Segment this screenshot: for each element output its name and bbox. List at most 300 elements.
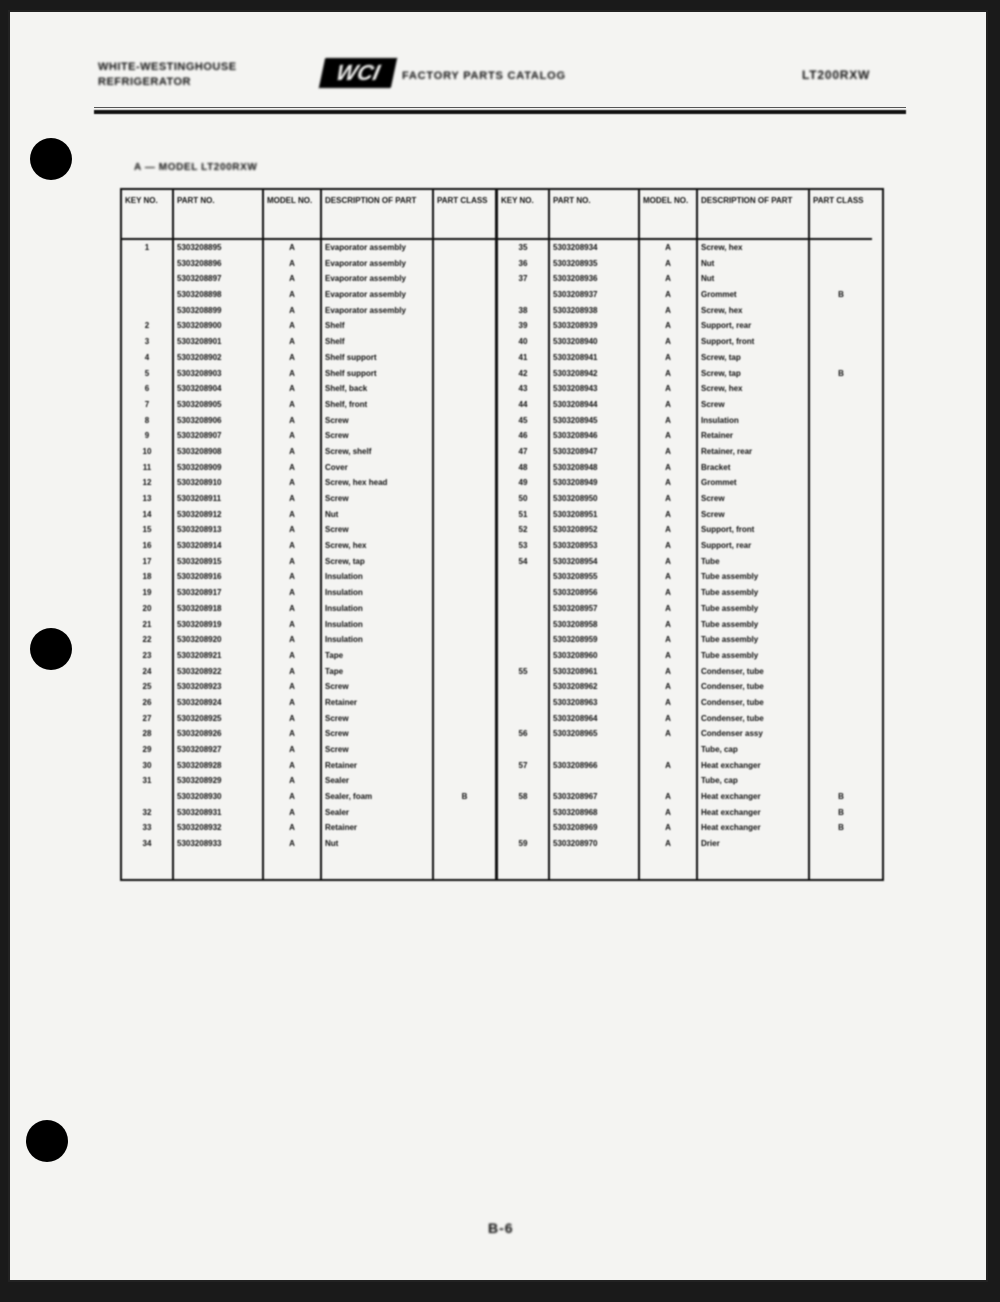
table-cell: 5303208934 [553, 243, 598, 252]
table-cell: Tape [325, 666, 344, 676]
table-cell [498, 648, 548, 664]
table-cell: 33 [142, 823, 152, 833]
table-cell: 5303208897 [177, 274, 222, 284]
table-cell: 5303208924 [177, 697, 222, 707]
table-cell: A [289, 776, 295, 786]
column-header: PART NO. [174, 190, 262, 240]
table-cell: 5303208926 [177, 729, 222, 739]
table-cell: 5303208957 [553, 603, 598, 613]
table-cell: 5303208935 [553, 258, 598, 268]
table-cell [810, 758, 872, 774]
table-cell: A [289, 258, 295, 268]
table-cell: 5303208956 [553, 588, 598, 598]
table-cell [810, 350, 872, 366]
table-cell: Support, front [701, 525, 755, 535]
table-cell [434, 397, 495, 413]
catalog-page [8, 10, 988, 1282]
table-cell: A [289, 352, 295, 362]
table-cell: A [289, 494, 295, 503]
table-cell: 5303208948 [553, 462, 598, 472]
table-cell [498, 773, 548, 789]
table-cell: 5303208901 [177, 337, 222, 347]
table-cell: 5303208950 [553, 494, 598, 503]
table-cell [810, 256, 872, 272]
table-cell: 5303208921 [177, 650, 222, 660]
table-cell [810, 711, 872, 727]
table-cell [498, 569, 548, 585]
punch-hole-bottom [26, 1120, 68, 1162]
table-cell: 5303208922 [177, 666, 222, 676]
left-key-no-column [122, 190, 174, 879]
table-cell: Nut [325, 509, 339, 519]
table-cell: 5303208953 [553, 541, 598, 551]
table-cell: Tube assembly [701, 588, 759, 598]
table-cell: 48 [518, 462, 528, 472]
table-cell: Support, rear [701, 321, 752, 331]
table-cell: A [289, 431, 295, 441]
table-cell: Retainer, rear [701, 446, 753, 456]
table-cell: A [289, 760, 295, 770]
table-cell: 5303208959 [553, 635, 598, 645]
table-cell: 5303208955 [553, 572, 598, 582]
table-cell [498, 695, 548, 711]
table-cell [434, 350, 495, 366]
table-cell: 5303208908 [177, 446, 222, 456]
table-cell: Screw, hex [701, 384, 743, 394]
table-cell: Tube assembly [701, 650, 759, 660]
table-cell: 7 [144, 399, 150, 409]
table-cell [810, 554, 872, 570]
punch-hole-top [30, 138, 72, 180]
table-cell [810, 397, 872, 413]
table-cell: 5303208941 [553, 352, 598, 362]
table-cell: 5303208923 [177, 682, 222, 692]
table-cell: 5303208895 [177, 243, 222, 252]
table-cell [434, 538, 495, 554]
table-cell [810, 303, 872, 319]
table-cell [498, 711, 548, 727]
table-cell: A [289, 384, 295, 394]
table-cell: 5303208968 [553, 807, 598, 817]
table-cell: 54 [518, 556, 528, 566]
table-cell: 2 [144, 321, 150, 331]
table-cell: Screw, shelf [325, 446, 372, 456]
table-cell [498, 820, 548, 836]
table-cell [434, 318, 495, 334]
table-cell: A [665, 525, 671, 535]
left-model-no-column [264, 190, 322, 879]
table-cell: Screw [325, 713, 349, 723]
table-cell [434, 381, 495, 397]
table-cell: 5303208962 [553, 682, 598, 692]
table-cell: 56 [518, 729, 528, 739]
table-cell: 45 [518, 415, 528, 425]
table-cell [810, 585, 872, 601]
table-cell: 8 [144, 415, 150, 425]
table-cell: 5303208970 [553, 839, 598, 849]
table-cell: 5303208966 [553, 760, 598, 770]
table-cell: Shelf support [325, 352, 377, 362]
table-cell [434, 569, 495, 585]
table-cell: A [665, 760, 671, 770]
table-cell [434, 742, 495, 758]
table-cell [810, 632, 872, 648]
table-cell: 10 [142, 446, 152, 456]
table-cell: Condenser, tube [701, 666, 764, 676]
page-number: B-6 [488, 1220, 514, 1236]
table-cell: Screw [325, 415, 349, 425]
table-cell: 5303208951 [553, 509, 598, 519]
table-cell [810, 617, 872, 633]
table-cell: 5303208939 [553, 321, 598, 331]
table-cell [434, 366, 495, 382]
table-cell [434, 632, 495, 648]
table-cell: A [289, 446, 295, 456]
table-cell: A [289, 619, 295, 629]
table-cell: Sealer [325, 807, 350, 817]
table-cell: 5303208933 [177, 839, 222, 849]
wci-logo: WCI [319, 58, 397, 88]
table-cell [810, 695, 872, 711]
table-cell [640, 773, 696, 789]
table-cell: Screw [325, 494, 349, 503]
table-cell [810, 240, 872, 256]
table-cell [434, 836, 495, 852]
table-cell: 5303208899 [177, 305, 222, 315]
table-cell: 47 [518, 446, 528, 456]
table-cell: Heat exchanger [701, 823, 761, 833]
table-cell [434, 240, 495, 256]
table-cell: Heat exchanger [701, 760, 761, 770]
table-cell: B [838, 792, 844, 802]
table-cell: Tube assembly [701, 603, 759, 613]
table-cell: 5303208925 [177, 713, 222, 723]
table-cell: 49 [518, 478, 528, 488]
table-cell [810, 413, 872, 429]
table-cell: Grommet [701, 478, 737, 488]
table-cell: 53 [518, 541, 528, 551]
table-cell: A [665, 619, 671, 629]
table-cell: 5303208920 [177, 635, 222, 645]
table-cell: Screw [701, 509, 725, 519]
table-cell: 5303208918 [177, 603, 222, 613]
table-cell: Tube assembly [701, 572, 759, 582]
table-cell: Shelf, front [325, 399, 368, 409]
table-cell: Sealer, foam [325, 792, 373, 802]
table-cell: 5303208967 [553, 792, 598, 802]
table-cell: Tube, cap [701, 776, 738, 786]
table-cell: A [289, 462, 295, 472]
table-cell [434, 711, 495, 727]
table-cell [434, 585, 495, 601]
punch-hole-middle [30, 628, 72, 670]
table-cell: Screw [325, 682, 349, 692]
table-cell [810, 601, 872, 617]
table-cell: 9 [144, 431, 150, 441]
left-part-class-column [434, 190, 498, 879]
table-cell: A [665, 305, 671, 315]
table-cell: 5303208949 [553, 478, 598, 488]
table-cell: Shelf, back [325, 384, 368, 394]
table-cell: 5303208936 [553, 274, 598, 284]
table-cell [122, 287, 172, 303]
table-cell: A [665, 384, 671, 394]
brand-line-1: WHITE-WESTINGHOUSE [98, 61, 237, 73]
table-cell: 3 [144, 337, 150, 347]
table-cell: A [665, 290, 671, 300]
table-cell: 13 [142, 494, 152, 503]
table-cell [434, 428, 495, 444]
table-cell: 5303208907 [177, 431, 222, 441]
table-cell: A [665, 823, 671, 833]
table-cell: A [289, 274, 295, 284]
table-cell: 4 [144, 352, 150, 362]
table-cell [122, 271, 172, 287]
table-cell: 59 [518, 839, 528, 849]
table-cell: Retainer [325, 823, 358, 833]
table-cell: 15 [142, 525, 152, 535]
table-cell [434, 444, 495, 460]
table-cell: Drier [701, 839, 720, 849]
table-cell: 14 [142, 509, 152, 519]
table-cell: Evaporator assembly [325, 274, 406, 284]
table-cell: 5303208900 [177, 321, 222, 331]
table-cell: 5303208947 [553, 446, 598, 456]
table-cell: 5303208943 [553, 384, 598, 394]
table-cell: 35 [518, 243, 528, 252]
table-cell [434, 601, 495, 617]
table-cell: 12 [142, 478, 152, 488]
table-cell: A [665, 697, 671, 707]
table-cell: 5303208938 [553, 305, 598, 315]
table-cell: A [289, 368, 295, 378]
table-cell: A [665, 509, 671, 519]
table-cell [434, 256, 495, 272]
brand-line-2: REFRIGERATOR [98, 76, 191, 88]
table-cell: Support, front [701, 337, 755, 347]
table-cell: Condenser, tube [701, 713, 764, 723]
table-cell: 5303208954 [553, 556, 598, 566]
table-cell: A [665, 494, 671, 503]
table-cell: A [289, 635, 295, 645]
table-cell: Insulation [701, 415, 739, 425]
table-cell: 39 [518, 321, 528, 331]
table-cell: Screw, tap [701, 368, 741, 378]
table-cell: 5303208898 [177, 290, 222, 300]
table-cell: A [665, 478, 671, 488]
table-cell: A [289, 697, 295, 707]
table-cell [810, 679, 872, 695]
table-cell: 17 [142, 556, 152, 566]
table-cell: 16 [142, 541, 152, 551]
table-cell [550, 773, 638, 789]
column-header: PART CLASS [810, 190, 872, 240]
table-cell: Shelf [325, 337, 345, 347]
table-cell: 23 [142, 650, 152, 660]
table-cell: 5303208914 [177, 541, 222, 551]
table-cell: Evaporator assembly [325, 290, 406, 300]
table-cell: 5303208946 [553, 431, 598, 441]
table-cell [810, 664, 872, 680]
table-cell: A [289, 321, 295, 331]
table-cell [434, 507, 495, 523]
table-cell [434, 664, 495, 680]
table-cell: 5303208940 [553, 337, 598, 347]
table-cell: A [289, 415, 295, 425]
table-cell: A [665, 399, 671, 409]
table-cell: A [289, 792, 295, 802]
table-cell: 5303208912 [177, 509, 222, 519]
column-header: PART CLASS [434, 190, 495, 240]
header-rule-thin [94, 107, 906, 108]
table-cell: Tube [701, 556, 720, 566]
table-cell: Screw, hex [325, 541, 367, 551]
table-cell: Insulation [325, 588, 363, 598]
table-cell: A [665, 635, 671, 645]
table-cell: B [838, 807, 844, 817]
table-cell [434, 287, 495, 303]
table-cell [434, 271, 495, 287]
table-cell [550, 742, 638, 758]
catalog-title: FACTORY PARTS CATALOG [402, 70, 566, 82]
table-cell [810, 538, 872, 554]
table-cell: Screw, tap [325, 556, 365, 566]
table-cell [434, 303, 495, 319]
table-cell [810, 773, 872, 789]
table-cell: Screw [325, 745, 349, 754]
table-cell: Screw, hex [701, 243, 743, 252]
table-cell: A [665, 274, 671, 284]
table-cell: A [289, 478, 295, 488]
table-cell: Heat exchanger [701, 792, 761, 802]
table-cell: 21 [142, 619, 152, 629]
table-cell: 19 [142, 588, 152, 598]
table-cell: A [665, 603, 671, 613]
table-cell: 5303208952 [553, 525, 598, 535]
table-cell: 37 [518, 274, 528, 284]
table-cell: 52 [518, 525, 528, 535]
table-cell [810, 444, 872, 460]
table-cell: Screw [325, 729, 349, 739]
table-cell: 31 [142, 776, 152, 786]
table-cell: Nut [325, 839, 339, 849]
table-cell: 55 [518, 666, 528, 676]
brand-block [98, 60, 237, 90]
table-cell: B [838, 368, 844, 378]
table-cell: 34 [142, 839, 152, 849]
table-cell [434, 617, 495, 633]
table-cell: Nut [701, 258, 715, 268]
table-cell: A [289, 666, 295, 676]
table-cell: 26 [142, 697, 152, 707]
table-cell: A [289, 745, 295, 754]
table-cell [122, 303, 172, 319]
table-cell: A [289, 588, 295, 598]
table-cell [434, 648, 495, 664]
table-cell [498, 601, 548, 617]
table-cell: 32 [142, 807, 152, 817]
table-cell: A [665, 337, 671, 347]
table-cell: B [838, 290, 844, 300]
table-cell: A [665, 462, 671, 472]
model-number: LT200RXW [802, 68, 871, 82]
table-cell: Condenser, tube [701, 682, 764, 692]
table-cell: 24 [142, 666, 152, 676]
table-cell: Cover [325, 462, 348, 472]
table-cell: A [665, 431, 671, 441]
table-cell: Screw, hex [701, 305, 743, 315]
table-cell: A [289, 839, 295, 849]
table-cell: A [665, 368, 671, 378]
table-cell: Evaporator assembly [325, 258, 406, 268]
right-part-no-column [550, 190, 640, 879]
right-model-no-column [640, 190, 698, 879]
table-cell: Screw, hex head [325, 478, 388, 488]
table-cell [434, 726, 495, 742]
table-cell [810, 507, 872, 523]
table-cell: A [289, 682, 295, 692]
table-cell: Heat exchanger [701, 807, 761, 817]
table-cell: A [289, 603, 295, 613]
table-cell: Grommet [701, 290, 737, 300]
table-cell: 5303208896 [177, 258, 222, 268]
table-cell: 5303208902 [177, 352, 222, 362]
table-cell: 5303208916 [177, 572, 222, 582]
table-cell: 38 [518, 305, 528, 315]
table-cell: 5303208932 [177, 823, 222, 833]
table-cell: Tube, cap [701, 745, 738, 754]
table-cell: Screw, tap [701, 352, 741, 362]
table-cell: 28 [142, 729, 152, 739]
table-cell: A [665, 258, 671, 268]
table-cell [810, 648, 872, 664]
table-cell: A [665, 352, 671, 362]
table-cell: A [665, 839, 671, 849]
table-cell [810, 726, 872, 742]
table-cell: A [665, 541, 671, 551]
table-cell: Tube assembly [701, 619, 759, 629]
table-cell: Shelf [325, 321, 345, 331]
column-header: MODEL NO. [640, 190, 696, 240]
table-cell: A [289, 399, 295, 409]
table-cell: 11 [142, 462, 152, 472]
table-cell: A [289, 337, 295, 347]
table-cell: 50 [518, 494, 528, 503]
table-cell: Evaporator assembly [325, 243, 406, 252]
table-cell: 18 [142, 572, 152, 582]
table-cell [810, 318, 872, 334]
table-cell [810, 428, 872, 444]
table-cell: A [289, 525, 295, 535]
table-cell [810, 475, 872, 491]
table-cell: 5303208913 [177, 525, 222, 535]
table-cell [498, 287, 548, 303]
table-cell: Insulation [325, 635, 363, 645]
table-cell: 5303208915 [177, 556, 222, 566]
table-cell: A [665, 792, 671, 802]
table-cell: Nut [701, 274, 715, 284]
left-part-no-column [174, 190, 264, 879]
table-cell: 5303208942 [553, 368, 598, 378]
table-cell: 5303208929 [177, 776, 222, 786]
table-cell: 22 [142, 635, 152, 645]
table-cell: 46 [518, 431, 528, 441]
table-cell: 5303208960 [553, 650, 598, 660]
table-cell: 36 [518, 258, 528, 268]
table-cell [434, 805, 495, 821]
table-cell [434, 491, 495, 507]
column-header: MODEL NO. [264, 190, 320, 240]
